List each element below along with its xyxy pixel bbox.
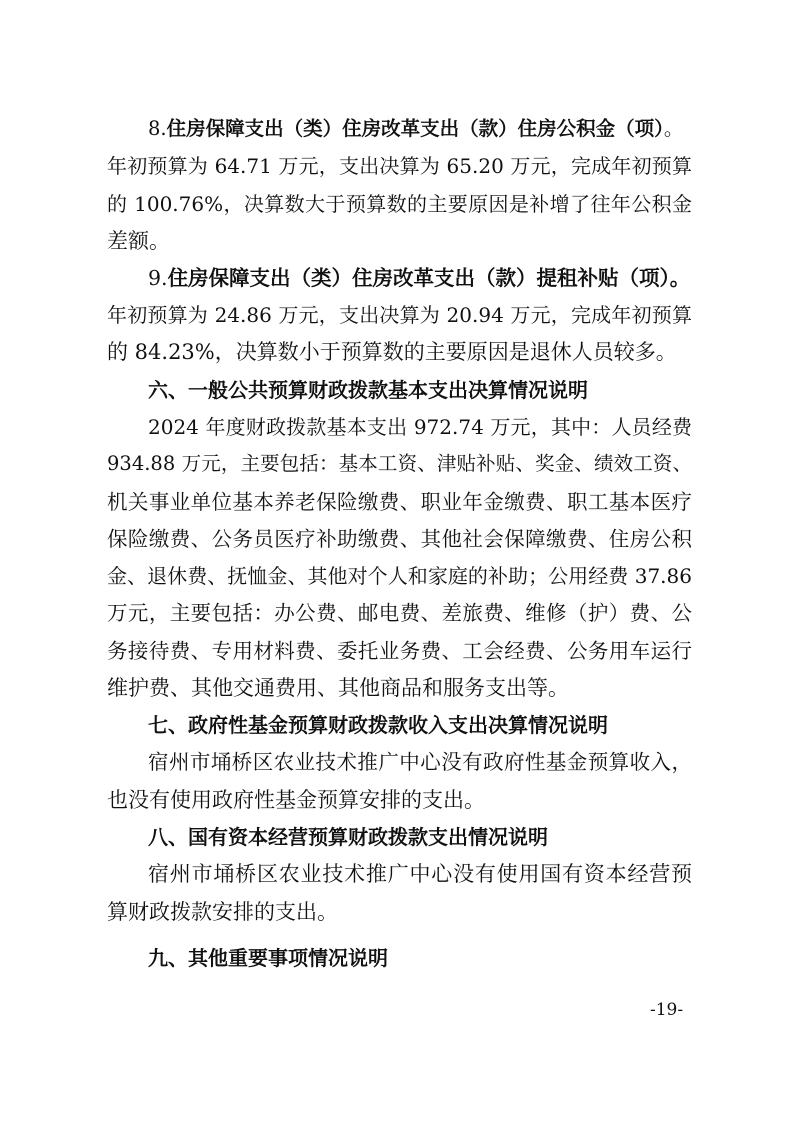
page-number: -19- xyxy=(650,1000,684,1020)
section-6-line: 保险缴费、公务员医疗补助缴费、其他社会保障缴费、住房公积 xyxy=(107,527,692,551)
section-7-line: 宿州市埇桥区农业技术推广中心没有政府性基金预算收入， xyxy=(148,750,692,774)
item-9-line-3: 的 84.23%，决算数小于预算数的主要原因是退休人员较多。 xyxy=(107,340,677,364)
section-6-line: 金、退休费、抚恤金、其他对个人和家庭的补助；公用经费 37.86 xyxy=(107,564,692,588)
section-6-line: 万元，主要包括：办公费、邮电费、差旅费、维修（护）费、公 xyxy=(107,601,692,625)
item-9-number: 9. xyxy=(148,266,168,290)
item-8-line-2: 年初预算为 64.71 万元，支出决算为 65.20 万元，完成年初预算 xyxy=(107,154,692,178)
item-8-number: 8. xyxy=(148,117,167,140)
section-7-line: 也没有使用政府性基金预算安排的支出。 xyxy=(107,788,485,812)
section-9-heading: 九、其他重要事项情况说明 xyxy=(148,946,388,970)
section-8-line: 宿州市埇桥区农业技术推广中心没有使用国有资本经营预 xyxy=(148,862,692,886)
item-9-line-2: 年初预算为 24.86 万元，支出决算为 20.94 万元，完成年初预算 xyxy=(107,303,692,327)
item-9-title: 住房保障支出（类）住房改革支出（款）提租补贴（项）。 xyxy=(167,266,691,290)
item-8-line-4: 差额。 xyxy=(107,229,170,253)
section-7-heading: 七、政府性基金预算财政拨款收入支出决算情况说明 xyxy=(148,713,608,737)
section-6-heading: 六、一般公共预算财政拨款基本支出决算情况说明 xyxy=(148,378,588,402)
section-6-line: 机关事业单位基本养老保险缴费、职业年金缴费、职工基本医疗 xyxy=(107,490,692,514)
item-8-line-1 xyxy=(148,117,692,141)
section-6-line: 2024 年度财政拨款基本支出 972.74 万元，其中：人员经费 xyxy=(148,415,692,439)
section-6-line: 维护费、其他交通费用、其他商品和服务支出等。 xyxy=(107,676,569,700)
item-8-line-3: 的 100.76%，决算数大于预算数的主要原因是补增了往年公积金 xyxy=(107,192,692,216)
section-6-line: 934.88 万元，主要包括：基本工资、津贴补贴、奖金、绩效工资、 xyxy=(107,452,692,475)
item-9-line-1 xyxy=(148,266,692,290)
item-8-title: 住房保障支出（类）住房改革支出（款）住房公积金（项） xyxy=(166,117,664,140)
section-6-line: 务接待费、专用材料费、委托业务费、工会经费、公务用车运行 xyxy=(107,639,692,663)
section-8-line: 算财政拨款安排的支出。 xyxy=(107,900,338,924)
item-8-end: 。 xyxy=(663,117,684,140)
section-8-heading: 八、国有资本经营预算财政拨款支出情况说明 xyxy=(148,825,548,849)
